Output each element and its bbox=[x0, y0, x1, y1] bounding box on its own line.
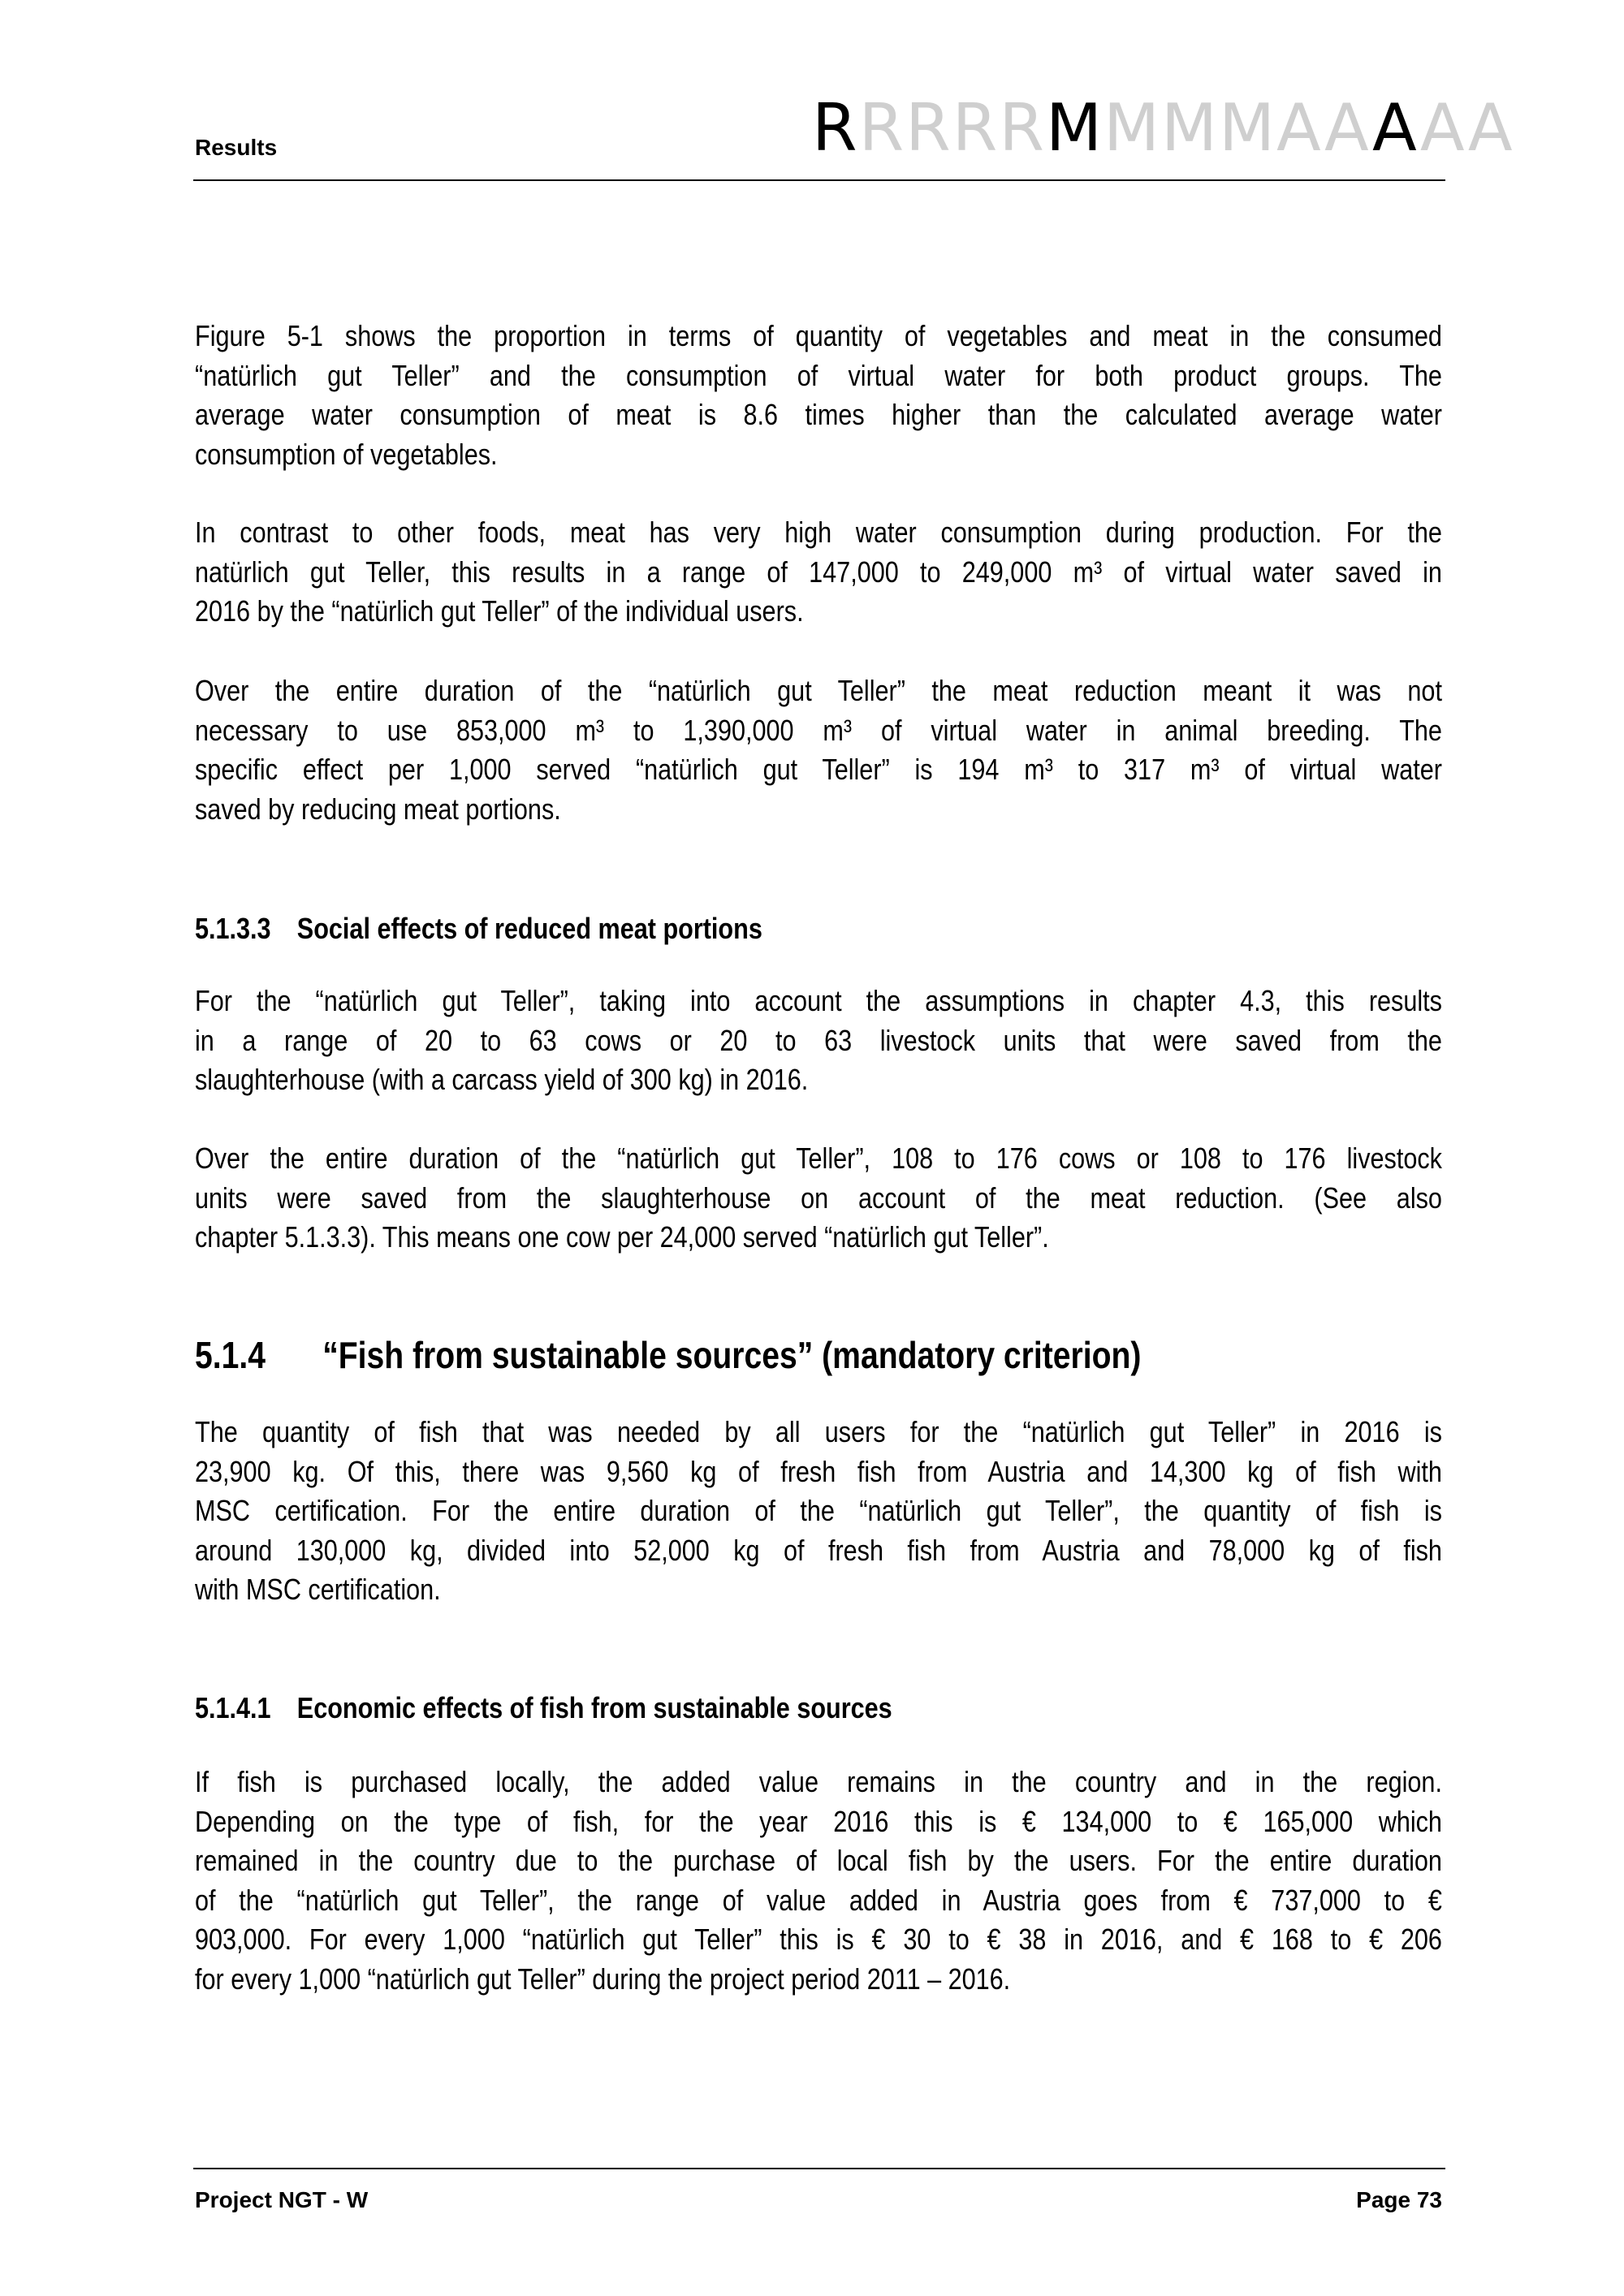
text-line: If fish is purchased locally, the added value remains in the country and in the region. bbox=[195, 1765, 1442, 1798]
text-line: around 130,000 kg, divided into 52,000 kg of fresh fish from Austria and 78,000 kg of fish bbox=[195, 1533, 1442, 1567]
paragraph-fish-economic bbox=[195, 1763, 1442, 1999]
heading-title: “Fish from sustainable sources” (mandatory criterion) bbox=[322, 1334, 1142, 1376]
heading-title: Social effects of reduced meat portions bbox=[296, 912, 762, 945]
text-line: remained in the country due to the purchase of local fish by the users. For the entire duration bbox=[195, 1844, 1442, 1877]
text-line: slaughterhouse (with a carcass yield of 300 kg) in 2016. bbox=[195, 1063, 809, 1096]
text-line: Figure 5-1 shows the proportion in terms of quantity of vegetables and meat in the consumed bbox=[195, 319, 1442, 352]
paragraph-virtual-water-proportion bbox=[195, 317, 1442, 474]
text-line: Over the entire duration of the “natürlich gut Teller” the meat reduction meant it was not bbox=[195, 674, 1442, 707]
text-line: For the “natürlich gut Teller”, taking into account the assumptions in chapter 4.3, this results bbox=[195, 984, 1442, 1017]
text-line: natürlich gut Teller, this results in a range of 147,000 to 249,000 m³ of virtual water saved in bbox=[195, 555, 1442, 589]
text-line: “natürlich gut Teller” and the consumption of virtual water for both product groups. The bbox=[195, 358, 1442, 392]
text-line: Over the entire duration of the “natürlich gut Teller”, 108 to 176 cows or 108 to 176 livestock bbox=[195, 1142, 1442, 1175]
text-line: units were saved from the slaughterhouse on account of the meat reduction. (See also bbox=[195, 1180, 1442, 1215]
header-divider bbox=[193, 179, 1445, 181]
text-line: of the “natürlich gut Teller”, the range of value added in Austria goes from € 737,000 to € bbox=[195, 1883, 1442, 1917]
text-line: average water consumption of meat is 8.6 times higher than the calculated average water bbox=[195, 398, 1442, 431]
text-line: In contrast to other foods, meat has very high water consumption during production. For the bbox=[195, 516, 1442, 549]
text-line: in a range of 20 to 63 cows or 20 to 63 livestock units that were saved from the bbox=[195, 1023, 1442, 1057]
footer-divider bbox=[193, 2168, 1445, 2169]
heading-number: 5.1.3.3 bbox=[195, 912, 271, 945]
paragraph-cows-2016 bbox=[195, 982, 1442, 1100]
text-line: necessary to use 853,000 m³ to 1,390,000 m³ of virtual water in animal breeding. The bbox=[195, 713, 1442, 747]
text-line: 2016 by the “natürlich gut Teller” of the individual users. bbox=[195, 594, 804, 628]
text-line: Depending on the type of fish, for the year 2016 this is € 134,000 to € 165,000 which bbox=[195, 1804, 1442, 1838]
text-line: with MSC certification. bbox=[195, 1573, 441, 1606]
text-line: specific effect per 1,000 served “natürlich gut Teller” is 194 m³ to 317 m³ of virtual water bbox=[195, 753, 1442, 786]
running-header-section: Results bbox=[195, 135, 278, 160]
heading-number: 5.1.4.1 bbox=[195, 1691, 271, 1724]
paragraph-fish-quantity bbox=[195, 1413, 1442, 1610]
company-logo: RRRRRMMMMAAAAA bbox=[812, 90, 1514, 166]
heading-5-1-4 bbox=[195, 1331, 1442, 1379]
paragraph-cows-total bbox=[195, 1139, 1442, 1258]
text-line: for every 1,000 “natürlich gut Teller” during the project period 2011 – 2016. bbox=[195, 1962, 1011, 1996]
heading-5-1-4-1 bbox=[195, 1689, 1442, 1728]
text-line: consumption of vegetables. bbox=[195, 437, 498, 471]
footer-project: Project NGT - W bbox=[195, 2187, 369, 2212]
text-line: MSC certification. For the entire duration of the “natürlich gut Teller”, the quantity of fish is bbox=[195, 1494, 1442, 1527]
heading-number: 5.1.4 bbox=[195, 1334, 266, 1376]
text-line: 903,000. For every 1,000 “natürlich gut Teller” this is € 30 to € 38 in 2016, and € 168 to € 206 bbox=[195, 1923, 1442, 1956]
text-line: The quantity of fish that was needed by all users for the “natürlich gut Teller” in 2016 is bbox=[195, 1415, 1442, 1448]
paragraph-virtual-water-2016 bbox=[195, 513, 1442, 632]
text-line: chapter 5.1.3.3). This means one cow per 24,000 served “natürlich gut Teller”. bbox=[195, 1220, 1049, 1254]
footer-page-number: Page 73 bbox=[1356, 2187, 1442, 2212]
text-line: saved by reducing meat portions. bbox=[195, 792, 561, 826]
heading-5-1-3-3 bbox=[195, 909, 1442, 948]
heading-title: Economic effects of fish from sustainable sources bbox=[296, 1691, 892, 1724]
text-line: 23,900 kg. Of this, there was 9,560 kg of fresh fish from Austria and 14,300 kg of fish with bbox=[195, 1454, 1442, 1488]
paragraph-virtual-water-total bbox=[195, 671, 1442, 829]
